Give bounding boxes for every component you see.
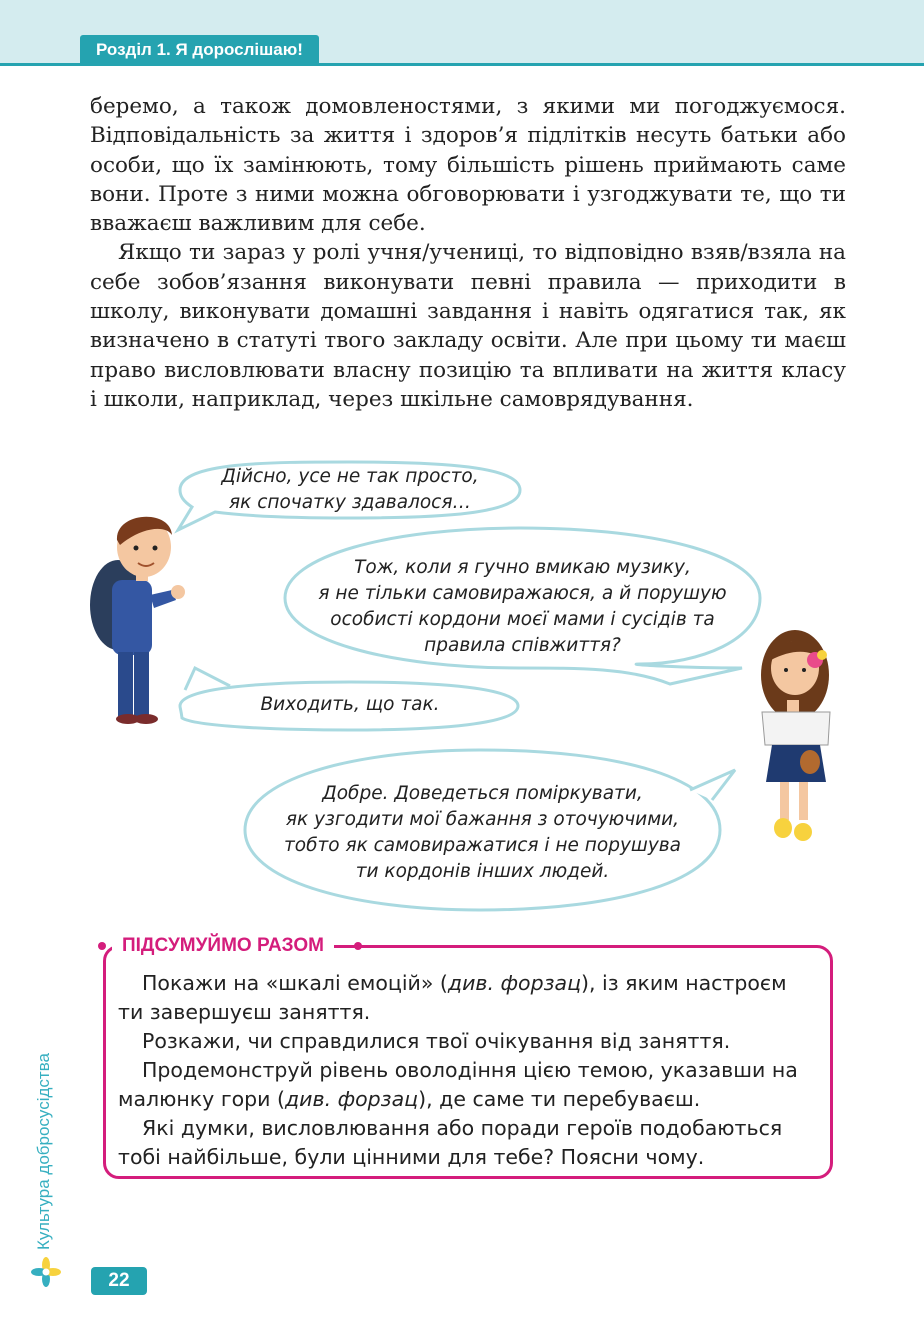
bubble-1-text (195, 464, 505, 516)
side-section-label: Культура добросусідства (34, 1052, 53, 1250)
bubble-2-line: я не тільки самовиражаюся, а й порушую (318, 583, 727, 604)
bubble-4-line: як узгодити мої бажання з оточуючими, (285, 809, 680, 830)
summary-item-2: Розкажи, чи справдилися твої очікування від заняття. (142, 1029, 731, 1053)
bubble-2-line: особисті кордони моєї мами і сусідів та (330, 609, 715, 630)
bubble-4-line: ти кордонів інших людей. (355, 861, 610, 882)
bubble-2-line: правила співжиття? (424, 635, 621, 656)
boy-illustration (90, 517, 185, 724)
page-number: 22 (91, 1267, 147, 1295)
paragraph-2: Якщо ти зараз у ролі учня/учениці, то відповідно взяв/взяла на себе зобов’язання виконувати певні правила — приходити в школу, виконувати домашні завдання і навіть одягатися так, як визначено в статуті твого закладу освіти. Але при цьому ти маєш право висловлювати власну позицію та впливати на життя класу і школи, наприклад, через шкільне самоврядування. (90, 240, 846, 412)
summary-dot-right (354, 942, 362, 950)
summary-item-3-ref: див. форзац (284, 1087, 419, 1111)
summary-text (118, 969, 818, 1172)
summary-item-4: Які думки, висловлювання або поради героїв подобаються тобі найбільше, були цінними для тебе? Поясни чому. (118, 1116, 783, 1169)
bubble-4-text (250, 781, 715, 885)
bubble-2-line: Тож, коли я гучно вмикаю музику, (354, 557, 691, 578)
summary-item-1-text-end: ), із яким настроєм ти завершуєш заняття. (118, 971, 787, 1024)
summary-title: ПІДСУМУЙМО РАЗОМ (112, 934, 334, 958)
bubble-1-line: Дійсно, усе не так просто, (221, 466, 479, 487)
paragraph-1: беремо, а також домовленостями, з якими ми погоджуємося. Відповідальність за життя і здоров’я підлітків несуть батьки або особи, що їх замінюють, тому більшість рішень приймають саме вони. Проте з ними можна обговорювати і узгоджувати те, що ти вважаєш важливим для себе. (90, 94, 846, 237)
chapter-title: Розділ 1. Я дорослішаю! (80, 35, 319, 65)
summary-item-1 (118, 969, 818, 1027)
bubble-3-text (195, 692, 505, 718)
summary-item-3 (118, 1056, 818, 1114)
girl-illustration (761, 630, 830, 841)
summary-item-3-text: Продемонструй рівень оволодіння цією темою, указавши на малюнку гори ( (118, 1058, 798, 1111)
summary-dot-left (98, 942, 106, 950)
bubble-4-line: тобто як самовиражатися і не порушува (283, 835, 682, 856)
bubble-4-line: Добре. Доведеться поміркувати, (322, 783, 643, 804)
summary-item-3-text-end: ), де саме ти перебуваєш. (418, 1087, 701, 1111)
bubble-2-text (295, 555, 750, 659)
summary-item-1-ref: див. форзац (447, 971, 582, 995)
bubble-3-line: Виходить, що так. (260, 694, 440, 715)
flower-logo-icon (31, 1257, 61, 1287)
summary-item-1-text: Покажи на «шкалі емоцій» ( (142, 971, 448, 995)
bubble-1-line: як спочатку здавалося… (229, 492, 471, 513)
